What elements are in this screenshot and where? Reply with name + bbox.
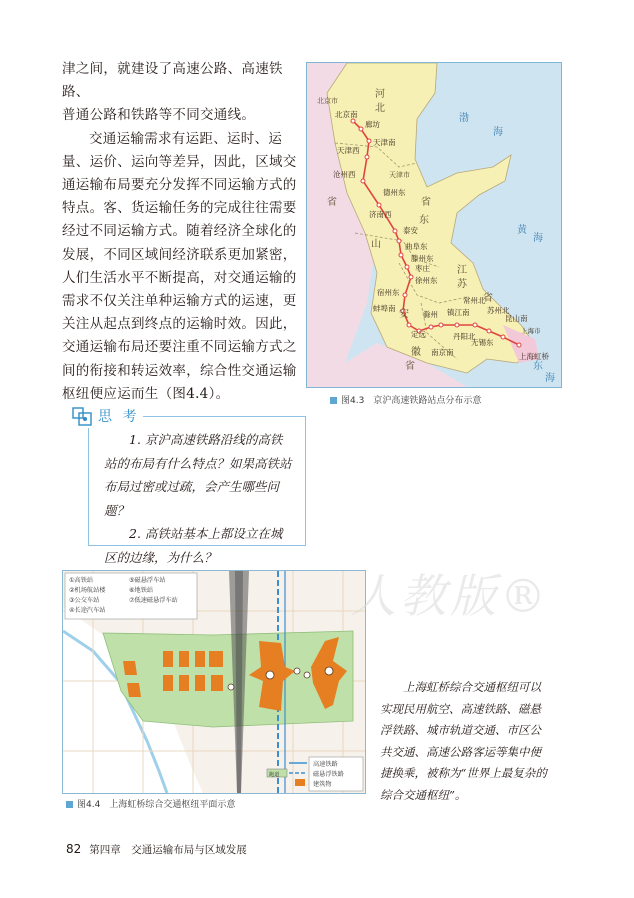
legend-cixuanfu: ⑤磁悬浮车站 [129, 577, 166, 584]
station-langfang: 廊坊 [365, 120, 380, 129]
sea-hai-3: 海 [545, 373, 555, 384]
sidebar-text: 上海虹桥综合交通枢纽可以实现民用航空、高速铁路、磁悬浮铁路、城市轨道交通、市区公共交通、高速公路客运等集中便捷换乘，被称为“世界上最复杂的综合交通枢纽”。 [380, 680, 547, 802]
body-line-2: 普通公路和铁路等不同交通线。 [62, 107, 256, 124]
think-question-1: 1. 京沪高速铁路沿线的高铁站的布局有什么特点？如果高铁站布局过密或过疏，会产生哪些问题？ [104, 432, 292, 518]
figure-4-4-caption-text: 图4.4 上海虹桥综合交通枢纽平面示意 [77, 800, 236, 810]
figure-4-3-caption-text: 图4.3 京沪高速铁路站点分布示意 [341, 396, 482, 406]
station-jinanxi: 济南西 [369, 210, 392, 219]
region-jiang: 江 [457, 265, 467, 276]
region-he: 河 [375, 89, 385, 100]
station-chuzhou: 滁州 [423, 310, 438, 319]
figure-4-3-caption [330, 393, 481, 406]
jinghu-map-svg [307, 63, 561, 387]
station-taian: 泰安 [403, 226, 418, 235]
region-dong: 东 [419, 215, 429, 226]
watermark: 人教版® [350, 569, 550, 623]
region-bei: 北 [375, 103, 385, 114]
caption-marker-2 [66, 801, 73, 808]
station-beijingnan: 北京南 [335, 110, 358, 119]
region-tianjin: 天津市 [389, 171, 410, 179]
station-zhenjiangnan: 镇江南 [447, 308, 470, 317]
figure-4-4-caption [66, 797, 235, 810]
sidebar-description [380, 677, 552, 806]
legend-disucixuanfu: ⑦低速磁悬浮车站 [129, 597, 178, 604]
jinghu-rail-map [306, 62, 562, 388]
station-qufudong: 曲阜东 [405, 242, 428, 251]
sea-hai-2: 海 [533, 233, 543, 244]
station-tianjinnan: 天津南 [373, 138, 396, 147]
station-tianjinxi: 天津西 [337, 146, 360, 155]
legend-ditie: ⑥地铁站 [129, 587, 154, 594]
page-footer [66, 842, 247, 857]
region-sheng-jiangsu: 省 [483, 293, 493, 304]
station-nanjingnan: 南京南 [431, 348, 454, 357]
region-an: 安 [399, 309, 409, 320]
think-title: 思 考 [98, 409, 140, 425]
region-hui: 徽 [411, 347, 421, 358]
region-beijing: 北京市 [317, 97, 338, 105]
station-suzhoubei: 苏州北 [487, 306, 510, 315]
station-wuxidong: 无锡东 [471, 338, 494, 347]
body-paragraph: 交通运输需求有运距、运时、运量、运价、运向等差异，因此，区域交通运输布局要充分发挥不同运输方式的特点。客、货运输任务的完成往往需要经过不同运输方式。随着经济全球化的发展，不同区域间经济联系更加紧密，人们生活水平不断提高，对交通运输的需求不仅关注单种运输方式的运速，更关注从起点到终点的运输时效。因此，交通运输布局还要注重不同运输方式之间的衔接和转运效率，综合性交通运输枢纽便应运而生（图4.4）。 [62, 130, 297, 402]
page-number: 82 [66, 842, 82, 856]
legend-gaosutielu: 高速铁路 [313, 761, 338, 768]
region-sheng-hebei: 省 [327, 197, 337, 208]
hongqiao-map-svg [63, 571, 365, 793]
think-question-2: 2. 高铁站基本上都设立在城区的边缘，为什么？ [104, 526, 283, 565]
legend-gongjiao: ③公交车站 [69, 597, 100, 604]
station-zaozhuang: 枣庄 [415, 264, 430, 273]
station-xuzhoudong: 徐州东 [415, 276, 438, 285]
legend-cixuanfutielu: 磁悬浮铁路 [313, 771, 344, 778]
legend-runway: 跑道 [269, 772, 280, 778]
sea-bo: 渤 [459, 113, 469, 124]
station-danyangbei: 丹阳北 [453, 332, 476, 341]
region-su: 苏 [457, 279, 467, 290]
station-tengzhoudong: 滕州东 [411, 254, 434, 263]
region-sheng-anhui: 省 [405, 361, 415, 372]
sea-dong: 东 [533, 361, 543, 372]
think-icon [72, 405, 94, 427]
body-text [62, 58, 302, 406]
body-line-1: 津之间，就建设了高速公路、高速铁路、 [62, 61, 283, 101]
legend-hangzhanlou: ②机场航站楼 [69, 587, 106, 594]
legend-changtu: ④长途汽车站 [69, 607, 106, 614]
hongqiao-hub-map [62, 570, 366, 794]
think-questions [104, 428, 294, 569]
region-shan: 山 [371, 239, 381, 250]
think-header [72, 404, 143, 428]
station-bengbunan: 蚌埠南 [373, 304, 396, 313]
city-label-shanghai: 上海市 [521, 327, 541, 335]
think-top-line [148, 416, 305, 417]
station-dingyuan: 定远 [411, 330, 426, 339]
legend-jianzhuwu: 建筑物 [313, 781, 332, 788]
station-dezhoudong: 德州东 [383, 188, 406, 197]
sea-hai-1: 海 [493, 127, 503, 138]
region-sheng-shandong: 省 [421, 197, 431, 208]
station-shanghaihongqiao: 上海虹桥 [519, 352, 549, 361]
station-suzhoudong: 宿州东 [377, 288, 400, 297]
chapter-title: 第四章 交通运输布局与区域发展 [89, 844, 247, 856]
sea-huang: 黄 [517, 225, 527, 236]
station-cangzhouxi: 沧州西 [333, 170, 356, 179]
station-kunshannan: 昆山南 [505, 314, 528, 323]
legend-gaotiezhan: ①高铁站 [69, 577, 94, 584]
station-changzhoubei: 常州北 [463, 296, 486, 305]
caption-marker [330, 397, 337, 404]
